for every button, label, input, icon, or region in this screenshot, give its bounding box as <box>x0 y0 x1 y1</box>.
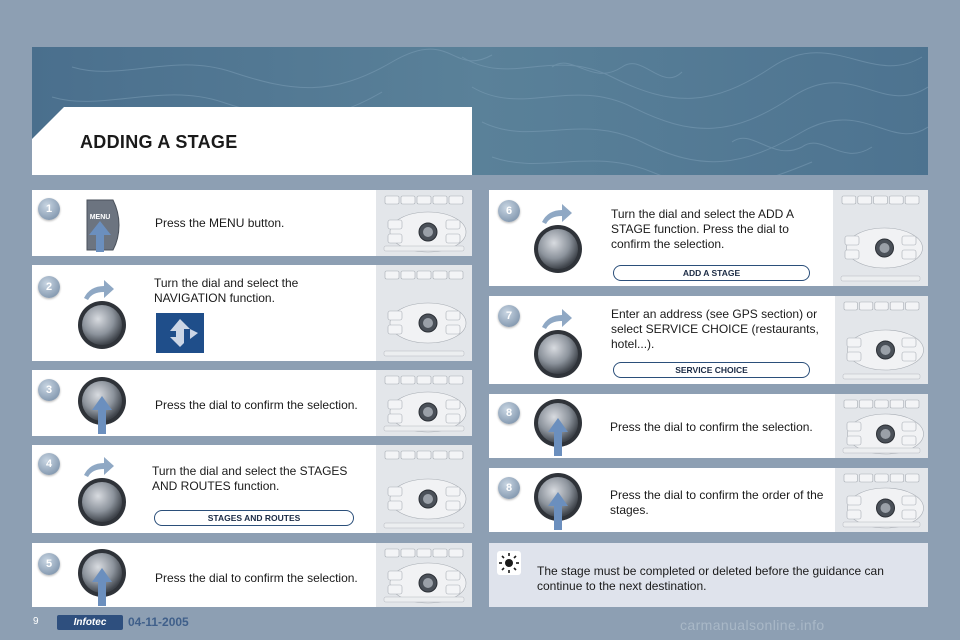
step-text-4: Turn the dial and select the STAGES AND ROUTES function. <box>152 464 348 493</box>
radio-unit-diagram <box>376 543 472 607</box>
device-2 <box>376 265 472 361</box>
step-text-1: Press the MENU button. <box>155 216 285 230</box>
label-add-a-stage: ADD A STAGE <box>613 265 810 281</box>
dial-press-icon <box>77 376 127 436</box>
step-number-3: 3 <box>38 379 60 401</box>
device-8 <box>835 394 928 458</box>
device-7 <box>835 296 928 384</box>
step-text-3: Press the dial to confirm the selection. <box>155 398 358 412</box>
footer-date: 04-11-2005 <box>128 615 189 629</box>
radio-unit-diagram <box>376 190 472 256</box>
label-service-choice: SERVICE CHOICE <box>613 362 810 378</box>
dial-press-icon <box>533 472 583 532</box>
turn-arrow-icon <box>540 202 574 224</box>
tip-text: The stage must be completed or deleted before the guidance can continue to the next destination. <box>537 564 884 593</box>
infotec-logo: Infotec <box>57 615 123 630</box>
device-3 <box>376 370 472 436</box>
watermark: carmanualsonline.info <box>680 617 825 633</box>
step-number-7: 7 <box>498 305 520 327</box>
navigation-icon <box>156 313 204 353</box>
dial-icon <box>77 300 127 350</box>
menu-button-icon <box>83 197 123 255</box>
step-text-7: Enter an address (see GPS section) or select SERVICE CHOICE (restaurants, hotel...). <box>611 307 819 351</box>
dial-icon <box>77 477 127 527</box>
page-title: ADDING A STAGE <box>80 132 238 152</box>
step-text-6: Turn the dial and select the ADD A STAGE function. Press the dial to confirm the selection. <box>611 207 794 251</box>
radio-unit-diagram <box>376 445 472 533</box>
step-number-5: 5 <box>38 553 60 575</box>
dial-press-icon <box>533 398 583 458</box>
turn-arrow-icon <box>82 455 116 477</box>
device-5 <box>376 543 472 607</box>
device-4 <box>376 445 472 533</box>
radio-unit-diagram <box>833 190 928 286</box>
device-1 <box>376 190 472 256</box>
step-number-9: 8 <box>498 477 520 499</box>
dial-icon <box>533 329 583 379</box>
step-number-1: 1 <box>38 198 60 220</box>
dial-icon <box>533 224 583 274</box>
step-text-9: Press the dial to confirm the order of the stages. <box>610 488 824 517</box>
device-6 <box>833 190 928 286</box>
radio-unit-diagram <box>835 394 928 458</box>
turn-arrow-icon <box>540 307 574 329</box>
label-stages-and-routes: STAGES AND ROUTES <box>154 510 354 526</box>
lightbulb-icon <box>497 551 521 575</box>
device-9 <box>835 468 928 532</box>
step-number-6: 6 <box>498 200 520 222</box>
turn-arrow-icon <box>82 278 116 300</box>
radio-unit-diagram <box>835 296 928 384</box>
step-number-8: 8 <box>498 402 520 424</box>
step-text-2: Turn the dial and select the NAVIGATION function. <box>154 276 299 305</box>
page-number: 9 <box>33 616 39 627</box>
step-number-2: 2 <box>38 276 60 298</box>
step-number-4: 4 <box>38 453 60 475</box>
menu-label: MENU <box>89 214 111 221</box>
radio-unit-diagram <box>376 265 472 361</box>
step-text-5: Press the dial to confirm the selection. <box>155 571 358 585</box>
radio-unit-diagram <box>835 468 928 532</box>
radio-unit-diagram <box>376 370 472 436</box>
step-text-8: Press the dial to confirm the selection. <box>610 420 813 434</box>
dial-press-icon <box>77 548 127 607</box>
